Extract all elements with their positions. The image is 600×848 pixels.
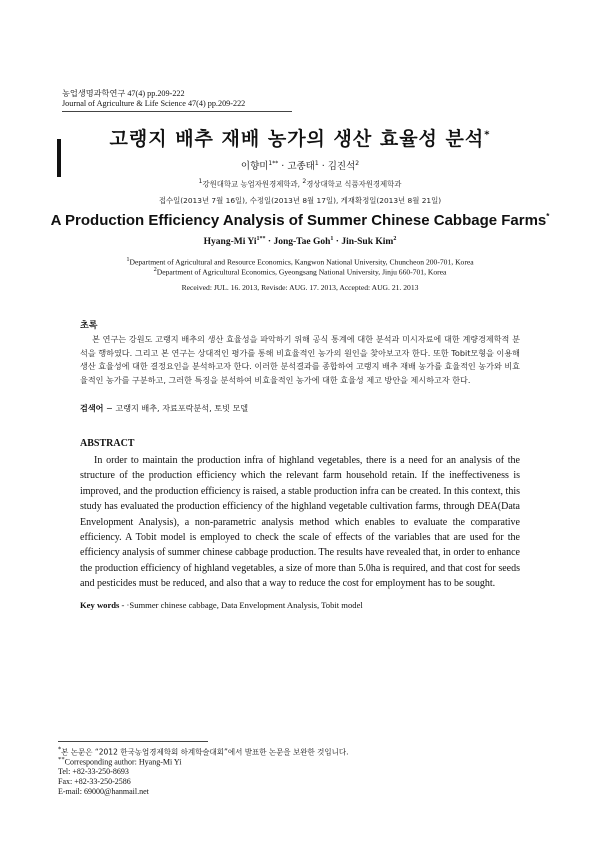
title-english-text: A Production Efficiency Analysis of Summer Chinese Cabbage Farms: [50, 212, 547, 229]
journal-header-korean: 농업생명과학연구 47(4) pp.209-222: [62, 89, 185, 98]
author-1-eng-sup: 1**: [256, 236, 266, 242]
footnote-1-mark: *: [58, 746, 62, 753]
dates-english: Received: JUL. 16. 2013, Revisde: AUG. 17. 2013, Accepted: AUG. 21. 2013: [181, 283, 419, 292]
affil-eng-2-text: Department of Agricultural Economics, Gyeongsang National University, Jinju 660-701, Korea: [156, 267, 447, 277]
footnote-email: E-mail: 69000@hanmail.net: [58, 787, 149, 796]
author-3-kor: 김진석: [327, 161, 356, 172]
authors-english: [0, 236, 600, 247]
author-2-eng-sup: 1: [330, 236, 334, 242]
author-3-eng: Jin-Suk Kim: [341, 237, 394, 248]
affil-kor-sup-2: 2: [302, 178, 307, 185]
abstract-english-body: In order to maintain the production infra of highland vegetables, there is a need for an analysis of the structure of the production efficiency which the relevant farm household retain. If the ineffectiveness is improved, and the production efficiency is raised, a stable production infra can be created. In this context, this study has evaluated the production efficiency of the highland vegetable cultivation farms, through DEA(Data Envelopment Analysis), a non-parametric analysis method which enables to evaluate the comparative efficiency. A Tobit model is employed to check the scale of effects of the variables that are used for the efficiency analysis of summer chinese cabbage production. The results have revealed that, in order to enhance the production efficiency of highland vegetables, a size of more than 5.0ha is required, and that cost for seeds and pesticides must be reduced, and also that a way to reduce the cost for employment has to be sought.: [80, 455, 520, 590]
dates-korean: 접수일(2013년 7월 16일), 수정일(2013년 8월 17일), 게재확정일(2013년 8월 21일): [158, 196, 442, 205]
affil-eng-sup-1: 1: [126, 256, 130, 263]
footnote-fax: Fax: +82-33-250-2586: [58, 777, 131, 786]
affil-kor-1: 강원대학교 농업자원경제학과,: [202, 179, 303, 189]
author-separator: ·: [265, 237, 274, 248]
title-korean-text: 고랭지 배추 재배 농가의 생산 효율성 분석: [109, 128, 485, 150]
author-3-kor-sup: 2: [355, 159, 360, 167]
keywords-english-label: Key words: [80, 600, 120, 610]
author-3-eng-sup: 2: [393, 236, 397, 242]
author-separator: ·: [333, 237, 342, 248]
footnote-2: [58, 755, 181, 768]
author-2-eng: Jong-Tae Goh: [273, 237, 331, 248]
title-english: [0, 212, 600, 229]
journal-header-english: Journal of Agriculture & Life Science 47(4) pp.209-222: [62, 99, 246, 108]
authors-korean: [0, 158, 600, 172]
keywords-korean-text: − 고랭지 배추, 자료포락분석, 토빗 모델: [103, 403, 249, 413]
affil-eng-1-text: Department of Agricultural and Resource Economics, Kangwon National University, Chuncheon 200-701, Korea: [129, 257, 474, 267]
footnote-1-text: 본 논문은 “2012 한국농업경제학회 하계학술대회”에서 발표한 논문을 보완한 것입니다.: [61, 747, 349, 757]
affiliation-english-1: [0, 256, 600, 267]
abstract-korean-body: 본 연구는 강원도 고랭지 배추의 생산 효율성을 파악하기 위해 공식 통계에 대한 분석과 미시자료에 대한 계량경제학적 분석을 행하였다. 그리고 본 연구는 상대적인 평가를 통해 비효율적인 농가의 원인을 찾아보고자 한다. 또한 Tobit모형을 이용해 생산 효율성에 대한 결정요인을 분석하고자 한다. 이러한 분석결과를 종합하여 고랭지 배추 재배 농가를 효율적인 농가와 비효율적인 농가를 구분하고, 그러한 특징을 분석하여 비효율적인 농가에 대한 효율성 제고 방안을 제시하고자 한다.: [80, 334, 520, 385]
author-2-kor-sup: 1: [314, 159, 319, 167]
affil-kor-sup-1: 1: [198, 178, 203, 185]
footnote-2-mark: **: [58, 756, 65, 763]
author-1-kor: 이향미: [240, 161, 269, 172]
keywords-english: [80, 600, 363, 610]
author-separator: ·: [318, 161, 328, 172]
keywords-english-text: - ·Summer chinese cabbage, Data Envelopment Analysis, Tobit model: [119, 600, 363, 610]
abstract-korean-heading: 초록: [80, 321, 98, 331]
abstract-english-heading: ABSTRACT: [80, 438, 135, 449]
author-1-eng: Hyang-Mi Yi: [203, 237, 257, 248]
header-rule: [62, 111, 292, 112]
affiliation-english-2: [0, 266, 600, 277]
affil-kor-2: 경상대학교 식품자원경제학과: [306, 179, 402, 189]
keywords-korean-label: 검색어: [80, 403, 104, 413]
footnote-tel: Tel: +82-33-250-8693: [58, 767, 129, 776]
author-2-kor: 고종태: [287, 161, 315, 172]
affil-eng-sup-2: 2: [153, 266, 157, 273]
author-1-kor-sup: 1**: [268, 159, 279, 167]
footnote-rule: [58, 741, 208, 742]
title-korean-footnote-mark: *: [484, 129, 491, 141]
keywords-korean: [80, 403, 248, 414]
affiliations-korean: [0, 178, 600, 189]
author-separator: ·: [278, 161, 288, 172]
title-korean: [0, 124, 600, 151]
footnote-2-text: Corresponding author: Hyang-Mi Yi: [64, 757, 182, 767]
title-english-footnote-mark: *: [546, 212, 550, 221]
